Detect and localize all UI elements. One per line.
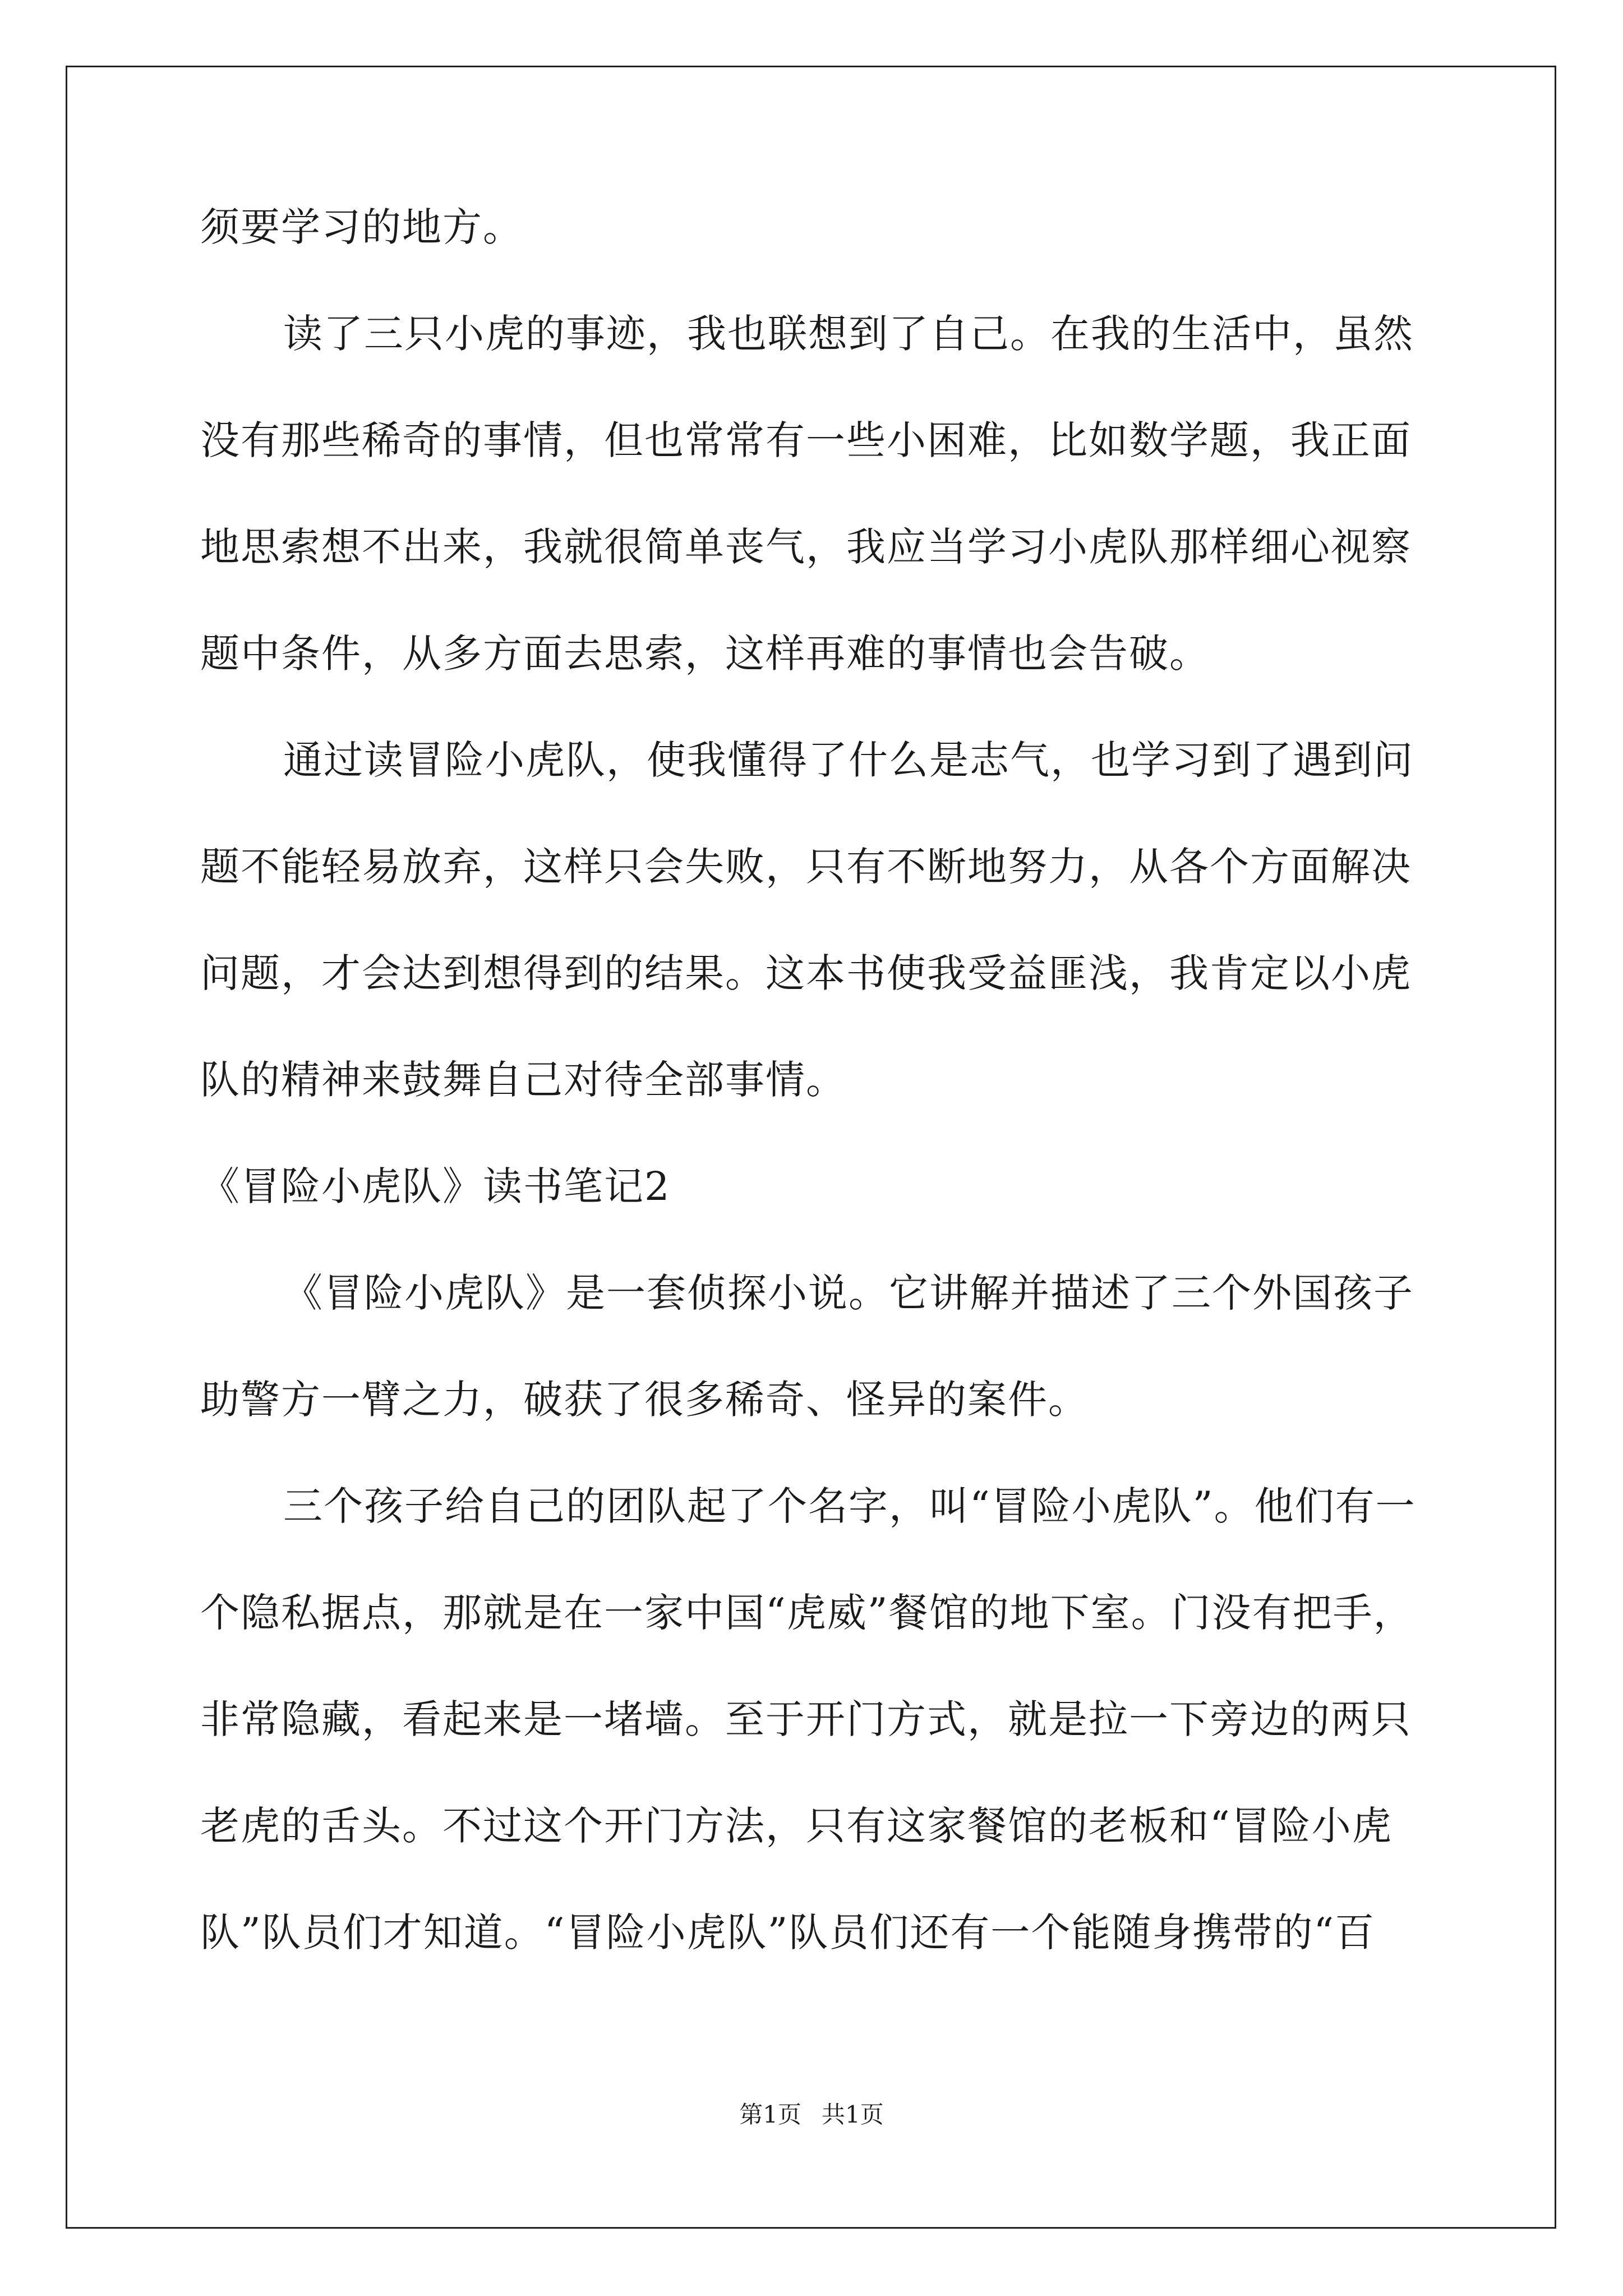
page-number: 第1页 — [739, 2101, 801, 2128]
text-line-2: 读了三只小虎的事迹，我也联想到了自己。在我的生活中，虽然 — [283, 311, 1414, 357]
text-line-1: 须要学习的地方。 — [200, 204, 523, 250]
text-line-5: 题中条件，从多方面去思索，这样再难的事情也会告破。 — [200, 631, 1210, 677]
text-line-13: 三个孩子给自己的团队起了个名字，叫“冒险小虎队”。他们有一 — [283, 1483, 1416, 1529]
text-line-16: 老虎的舌头。不过这个开门方法，只有这家餐馆的老板和“冒险小虎 — [200, 1803, 1393, 1849]
text-line-15: 非常隐藏，看起来是一堵墙。至于开门方式，就是拉一下旁边的两只 — [200, 1696, 1412, 1742]
text-line-17: 队”队员们才知道。“冒险小虎队”队员们还有一个能随身携带的“百 — [200, 1910, 1376, 1955]
text-line-6: 通过读冒险小虎队，使我懂得了什么是志气，也学习到了遇到问 — [283, 737, 1414, 783]
page-footer — [0, 2098, 1623, 2132]
section-title: 《冒险小虎队》读书笔记2 — [200, 1163, 671, 1209]
text-line-12: 助警方一臂之力，破获了很多稀奇、怪异的案件。 — [200, 1377, 1089, 1423]
text-line-3: 没有那些稀奇的事情，但也常常有一些小困难，比如数学题，我正面 — [200, 417, 1412, 463]
text-line-14: 个隐私据点，那就是在一家中国“虎威”餐馆的地下室。门没有把手， — [200, 1590, 1414, 1636]
page-total: 共1页 — [822, 2101, 884, 2128]
text-line-4: 地思索想不出来，我就很简单丧气，我应当学习小虎队那样细心视察 — [200, 524, 1412, 570]
text-line-7: 题不能轻易放弃，这样只会失败，只有不断地努力，从各个方面解决 — [200, 844, 1412, 890]
text-line-8: 问题，才会达到想得到的结果。这本书使我受益匪浅，我肯定以小虎 — [200, 950, 1412, 996]
text-line-9: 队的精神来鼓舞自己对待全部事情。 — [200, 1057, 846, 1103]
text-line-11: 《冒险小虎队》是一套侦探小说。它讲解并描述了三个外国孩子 — [283, 1270, 1414, 1316]
page-border — [66, 66, 1556, 2229]
